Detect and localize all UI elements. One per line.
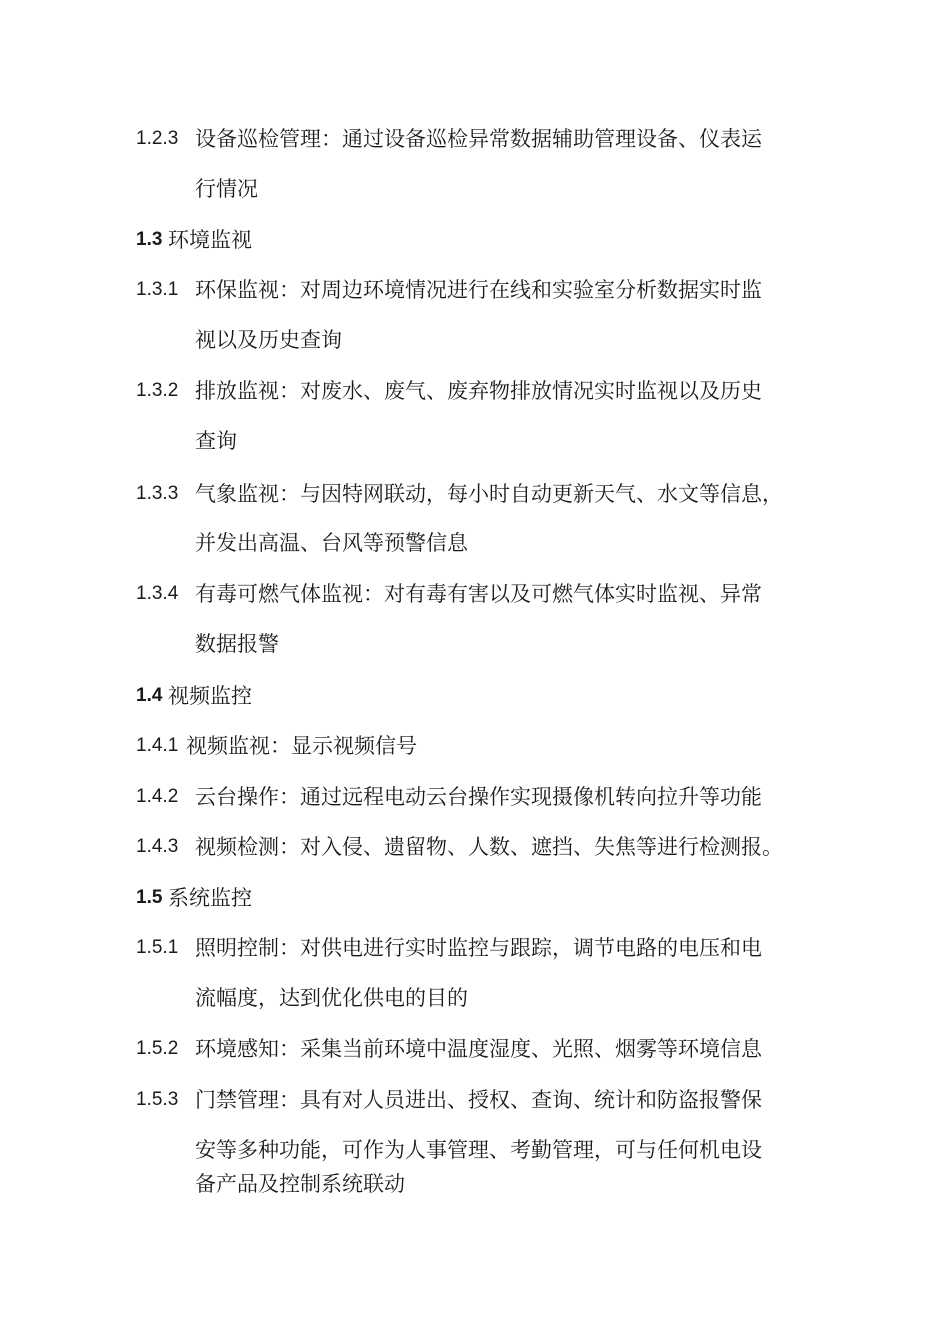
section-number: 1.3.2 xyxy=(136,380,179,401)
section-number: 1.5.3 xyxy=(136,1089,179,1110)
section-number: 1.4.2 xyxy=(136,786,179,807)
heading-text: 视频监控 xyxy=(168,684,252,708)
heading-number: 1.5 xyxy=(136,887,163,908)
section-text-line: 并发出高温、台风等预警信息 xyxy=(195,531,468,555)
section-text-line: 照明控制：对供电进行实时监控与跟踪，调节电路的电压和电 xyxy=(195,936,762,960)
section-text-line: 气象监视：与因特网联动，每小时自动更新天气、水文等信息， xyxy=(195,482,783,506)
section-number: 1.4.1 xyxy=(136,735,179,756)
section-number: 1.5.1 xyxy=(136,937,179,958)
section-text-line: 安等多种功能，可作为人事管理、考勤管理，可与任何机电设 xyxy=(195,1138,762,1162)
heading-text: 环境监视 xyxy=(168,228,252,252)
section-number: 1.3.3 xyxy=(136,483,179,504)
section-text-line: 排放监视：对废水、废气、废弃物排放情况实时监视以及历史 xyxy=(195,379,762,403)
heading-number: 1.3 xyxy=(136,229,163,250)
section-text-line: 流幅度，达到优化供电的目的 xyxy=(195,986,468,1010)
heading-text: 系统监控 xyxy=(168,886,252,910)
section-text-line: 行情况 xyxy=(195,177,258,201)
section-number: 1.3.4 xyxy=(136,583,179,604)
section-text-line: 设备巡检管理：通过设备巡检异常数据辅助管理设备、仪表运 xyxy=(195,127,762,151)
section-text-line: 视以及历史查询 xyxy=(195,328,342,352)
section-text-line: 数据报警 xyxy=(195,632,279,656)
heading-number: 1.4 xyxy=(136,685,163,706)
section-text-line: 环保监视：对周边环境情况进行在线和实验室分析数据实时监 xyxy=(195,278,762,302)
section-text-line: 云台操作：通过远程电动云台操作实现摄像机转向拉升等功能 xyxy=(195,785,762,809)
section-number: 1.5.2 xyxy=(136,1038,179,1059)
section-number: 1.2.3 xyxy=(136,128,179,149)
section-text-line: 门禁管理：具有对人员进出、授权、查询、统计和防盗报警保 xyxy=(195,1088,762,1112)
section-number: 1.4.3 xyxy=(136,836,179,857)
section-text-line: 环境感知：采集当前环境中温度湿度、光照、烟雾等环境信息 xyxy=(195,1037,762,1061)
section-number: 1.3.1 xyxy=(136,279,179,300)
section-text-line: 有毒可燃气体监视：对有毒有害以及可燃气体实时监视、异常 xyxy=(195,582,762,606)
section-text-line: 视频监视：显示视频信号 xyxy=(186,734,417,758)
section-text-line: 查询 xyxy=(195,429,237,453)
section-text-line: 视频检测：对入侵、遗留物、人数、遮挡、失焦等进行检测报。 xyxy=(195,835,783,859)
section-text-line: 备产品及控制系统联动 xyxy=(195,1172,405,1196)
